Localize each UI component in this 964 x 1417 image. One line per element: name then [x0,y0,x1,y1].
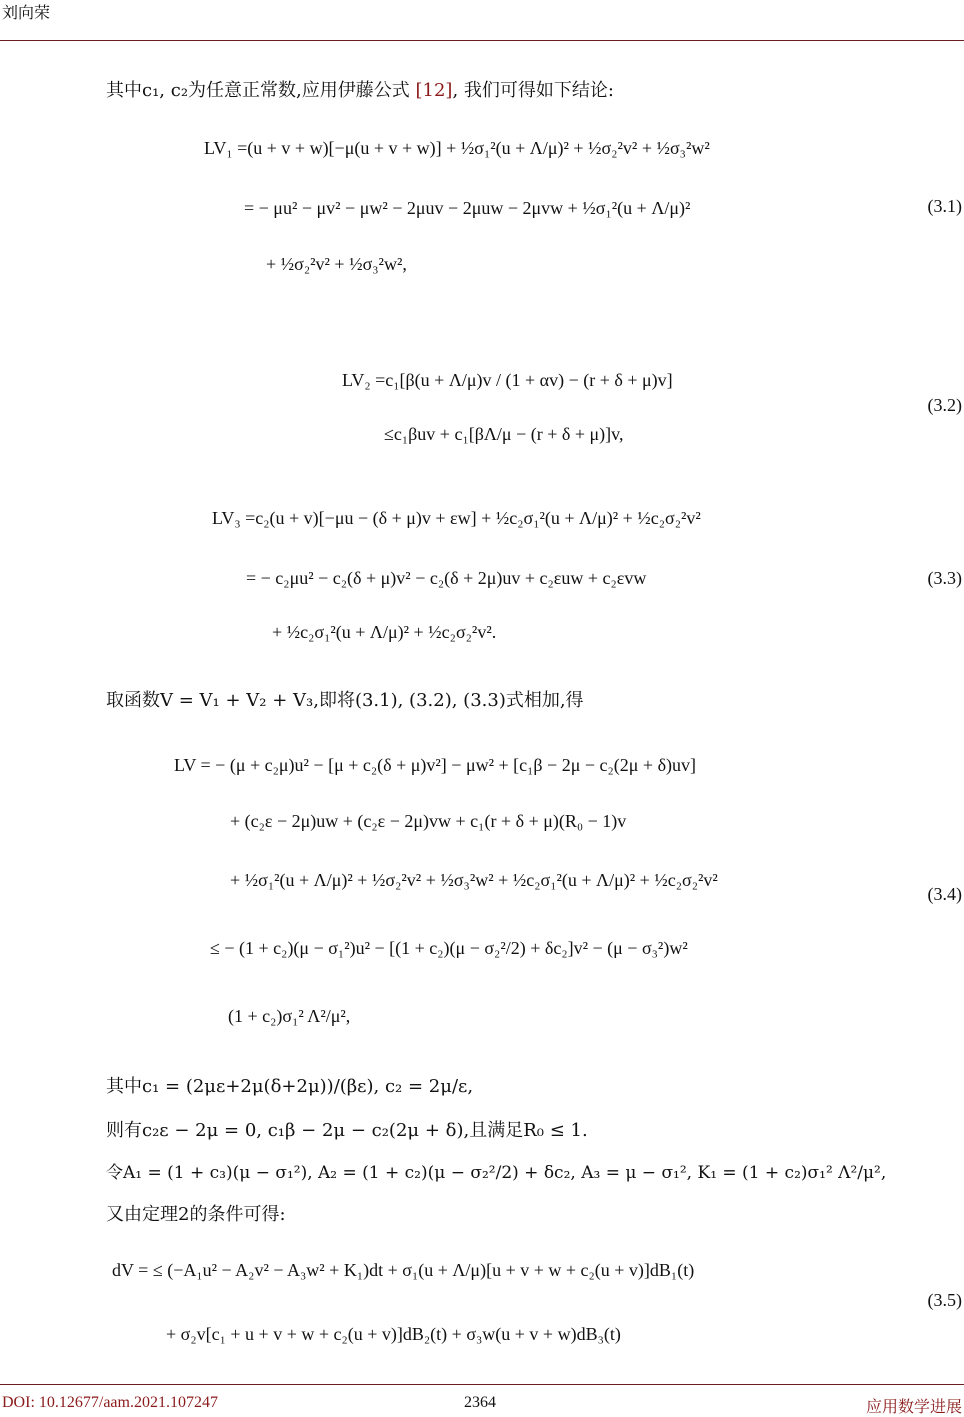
footer-doi-link[interactable]: DOI: 10.12677/aam.2021.107247 [2,1394,218,1411]
eq33-line2: = − c₂μu² − c₂(δ + μ)v² − c₂(δ + 2μ)uv + c₂εuw + c₂εvw [246,568,647,588]
running-header-author: 刘向荣 [2,3,51,22]
intro-text-after: , 我们可得如下结论: [452,80,614,101]
eq34-line4: ≤ − (1 + c₂)(μ − σ₁²)u² − [(1 + c₂)(μ − σ₂²/2) + δc₂]v² − (μ − σ₃²)w² [210,938,688,958]
eq34-line1: LV = − (μ + c₂μ)u² − [μ + c₂(δ + μ)v²] − μw² + [c₁β − 2μ − c₂(2μ + δ)uv] [174,755,697,775]
eq31-line2: = − μu² − μv² − μw² − 2μuv − 2μuw − 2μvw + ½σ₁²(u + Λ/μ)² [244,198,691,218]
footer-journal-name: 应用数学进展 [865,1397,962,1416]
eq33-number: (3.3) [927,568,962,588]
definitions-paragraph: 令A₁ = (1 + c₃)(μ − σ₁²), A₂ = (1 + c₂)(μ − σ₂²/2) + δc₂, A₃ = μ − σ₁², K₁ = (1 + c₂)σ₁² Λ²/μ², [106,1163,887,1183]
eq35-number: (3.5) [927,1290,962,1310]
eq34-line5: (1 + c₂)σ₁² Λ²/μ², [228,1006,351,1026]
eq34-number: (3.4) [927,884,962,904]
sum-paragraph: 取函数V = V₁ + V₂ + V₃,即将(3.1), (3.2), (3.3)式相加,得 [106,690,584,711]
eq33-line3: + ½c₂σ₁²(u + Λ/μ)² + ½c₂σ₂²v². [272,622,497,642]
intro-paragraph [106,76,614,102]
eq32-number: (3.2) [927,395,962,415]
eq34-line3: + ½σ₁²(u + Λ/μ)² + ½σ₂²v² + ½σ₃²w² + ½c₂σ₁²(u + Λ/μ)² + ½c₂σ₂²v² [230,870,718,890]
condition-paragraph: 则有c₂ε − 2μ = 0, c₁β − 2μ − c₂(2μ + δ),且满足R₀ ≤ 1. [106,1120,588,1141]
eq31-line3: + ½σ₂²v² + ½σ₃²w², [266,254,407,274]
eq35-line1: dV = ≤ (−A₁u² − A₂v² − A₃w² + K₁)dt + σ₁(u + Λ/μ)[u + v + w + c₂(u + v)]dB₁(t) [112,1260,695,1280]
eq32-line2: ≤c₁βuv + c₁[βΛ/μ − (r + δ + μ)]v, [384,424,624,444]
eq31-line1: LV₁ =(u + v + w)[−μ(u + v + w)] + ½σ₁²(u + Λ/μ)² + ½σ₂²v² + ½σ₃²w² [204,138,710,158]
eq31-number: (3.1) [927,196,962,216]
header-rule [0,40,964,41]
constants-paragraph: 其中c₁ = (2με+2μ(δ+2μ))/(βε), c₂ = 2μ/ε, [106,1076,474,1097]
eq32-line1: LV₂ =c₁[β(u + Λ/μ)v / (1 + αv) − (r + δ + μ)v] [342,370,673,390]
citation-link[interactable]: [12] [415,80,453,101]
eq33-line1: LV₃ =c₂(u + v)[−μu − (δ + μ)v + εw] + ½c₂σ₁²(u + Λ/μ)² + ½c₂σ₂²v² [212,508,701,528]
intro-text: 其中c₁, c₂为任意正常数,应用伊藤公式 [106,80,416,101]
eq34-line2: + (c₂ε − 2μ)uw + (c₂ε − 2μ)vw + c₁(r + δ + μ)(R₀ − 1)v [230,811,627,831]
theorem-paragraph: 又由定理2的条件可得: [106,1204,286,1225]
footer-rule [0,1384,964,1385]
page-number: 2364 [464,1394,496,1411]
eq35-line2: + σ₂v[c₁ + u + v + w + c₂(u + v)]dB₂(t) + σ₃w(u + v + w)dB₃(t) [166,1324,621,1344]
